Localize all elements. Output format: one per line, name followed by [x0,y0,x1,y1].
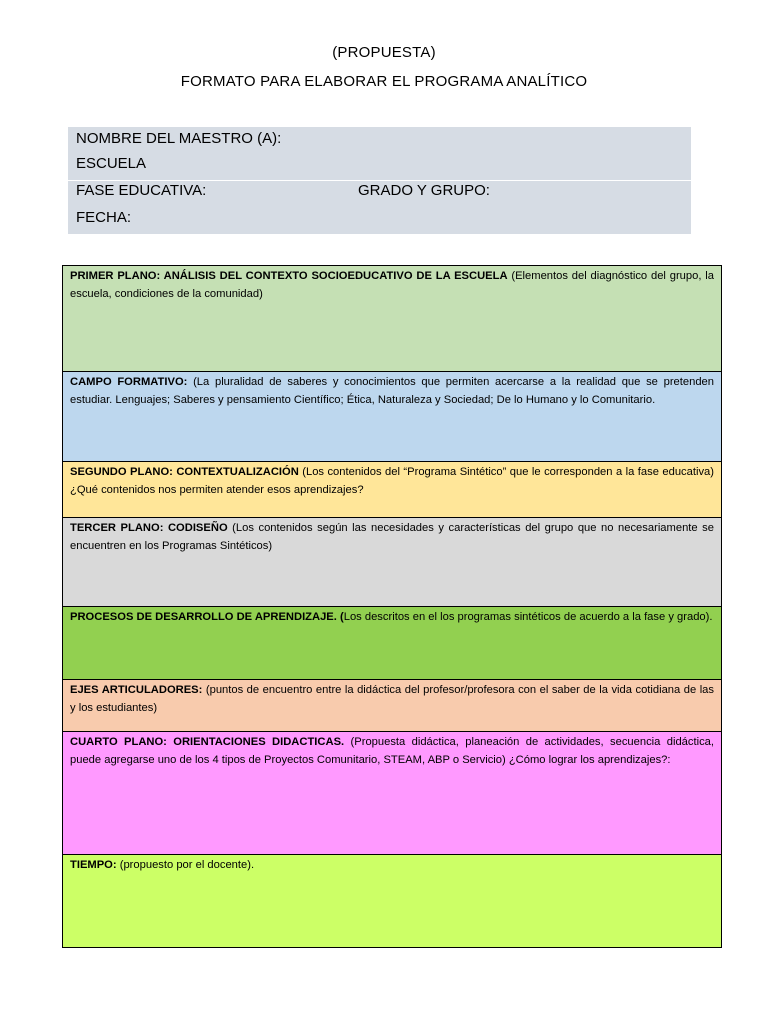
teacher-info-block [68,127,691,234]
section-campo-formativo [63,372,721,462]
date-label: FECHA: [76,209,132,226]
section-tiempo [63,855,721,947]
section-primer-plano [63,266,721,372]
section-title: TERCER PLANO: CODISEÑO [70,522,228,534]
school-label: ESCUELA [76,155,147,172]
section-title: PROCESOS DE DESARROLLO DE APRENDIZAJE. ( [70,611,344,623]
section-tercer-plano [63,518,721,607]
document-title: FORMATO PARA ELABORAR EL PROGRAMA ANALÍTICO [180,73,588,90]
section-title: CUARTO PLANO: ORIENTACIONES DIDACTICAS. [70,736,345,748]
section-ejes-articuladores [63,680,721,732]
document-heading: (PROPUESTA) [332,44,436,61]
section-title: TIEMPO: [70,859,117,871]
section-text: (Los contenidos del “Programa Sintético” que le corresponden a la fase educativa) ¿Qué contenidos nos permiten atender esos aprendizajes? [70,466,714,496]
section-segundo-plano [63,462,721,518]
section-text: (Propuesta didáctica, planeación de actividades, secuencia didáctica, puede agregarse uno de los 4 tipos de Proyectos Comunitario, STEAM, ABP o Servicio) ¿Cómo lograr los aprendizajes?: [70,736,715,766]
section-title: PRIMER PLANO: ANÁLISIS DEL CONTEXTO SOCIOEDUCATIVO DE LA ESCUELA [70,270,508,282]
section-text: (puntos de encuentro entre la didáctica del profesor/profesora con el saber de la vida cotidiana de las y los estudiantes) [70,684,714,714]
teacher-name-label: NOMBRE DEL MAESTRO (A): [76,130,282,147]
section-text: (propuesto por el docente). [116,859,255,871]
section-cuarto-plano [63,732,721,855]
section-title: CAMPO FORMATIVO: [70,376,188,388]
section-text: (Elementos del diagnóstico del grupo, la escuela, condiciones de la comunidad) [70,270,714,300]
phase-label: FASE EDUCATIVA: [76,182,207,199]
grade-group-label: GRADO Y GRUPO: [358,182,490,199]
section-title: EJES ARTICULADORES: [70,684,203,696]
divider [68,180,691,181]
section-title: SEGUNDO PLANO: CONTEXTUALIZACIÓN [70,466,299,478]
program-table [62,265,722,948]
section-procesos [63,607,721,680]
section-text: (La pluralidad de saberes y conocimientos que permiten acercarse a la realidad que se pretenden estudiar. Lenguajes; Saberes y pensamiento Científico; Ética, Naturaleza y Sociedad; De lo Humano y lo Comunitario. [70,376,715,406]
section-text: (Los contenidos según las necesidades y características del grupo que no necesariamente se encuentren en los Programas Sintéticos) [70,522,714,552]
section-text: Los descritos en el los programas sintéticos de acuerdo a la fase y grado). [343,611,713,623]
